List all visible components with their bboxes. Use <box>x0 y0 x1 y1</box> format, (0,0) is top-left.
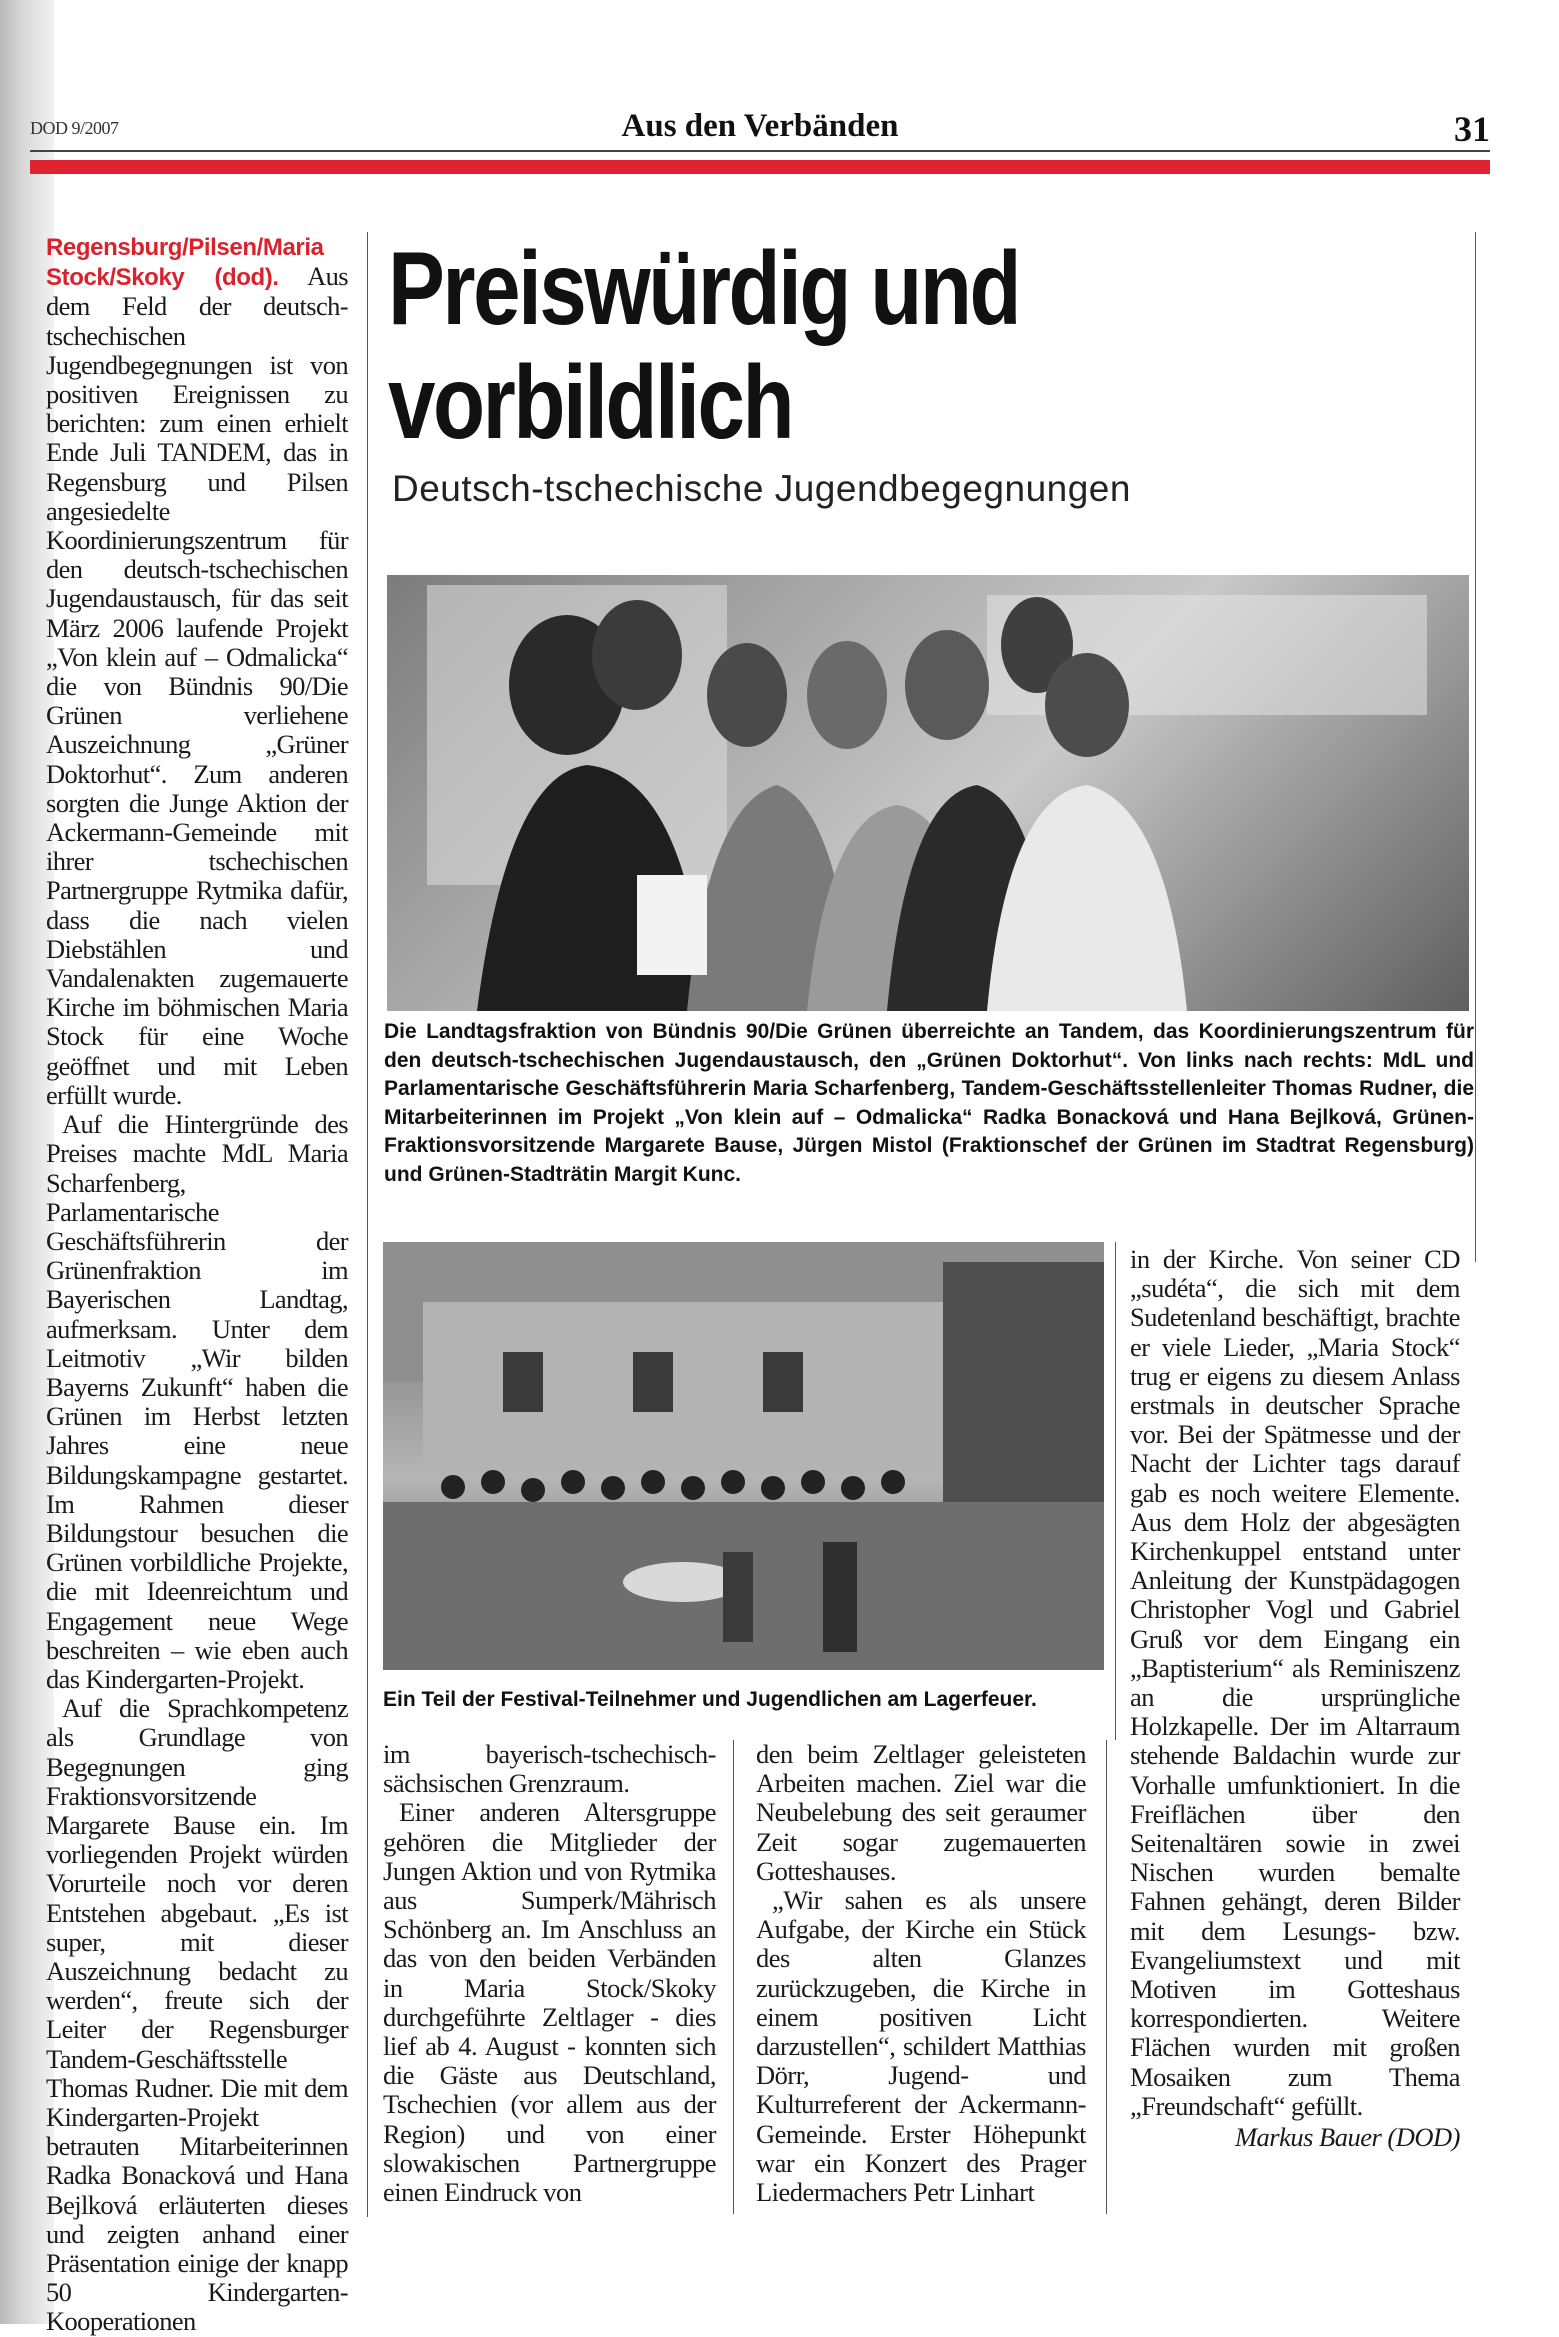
column-divider <box>1106 1740 1107 2214</box>
paragraph-text: Aus dem Feld der deutsch-tschechischen Jugendbegegnungen ist von positiven Ereignissen zu berichten: zum einen erhielt Ende Juli TANDEM, das in Regensburg und Pilsen angesiedelte Koordinierungszentrum für den deutsch-tschechischen Jugendaustausch, für das seit März 2006 laufende Projekt „Von klein auf – Odmalicka“ die von Bündnis 90/Die Grünen verliehene Auszeichnung „Grüner Doktorhut“. Zum anderen sorgten die Junge Aktion der Ackermann-Gemeinde mit ihrer tschechischen Partnergruppe Rytmika dafür, dass die nach vielen Diebstählen und Vandalenakten zugemauerte Kirche im böhmischen Maria Stock für eine Woche geöffnet und mit Leben erfüllt wurde. <box>46 261 348 1110</box>
photo-placeholder-shapes <box>387 575 1469 1011</box>
article-column-4 <box>1130 1245 1460 2152</box>
photo-caption: Ein Teil der Festival-Teilnehmer und Jugendlichen am Lagerfeuer. <box>383 1688 1037 1711</box>
headline-line-1: Preiswürdig und <box>388 231 1020 347</box>
article-paragraph: Auf die Sprachkompetenz als Grundlage von Begegnungen ging Fraktionsvorsitzende Margarete Bause ein. Im vorliegenden Projekt würden Vorurteile noch vor deren Entstehen abgebaut. „Es ist super, mit dieser Auszeichnung bedacht zu werden“, freute sich der Leiter der Regensburger Tandem-Geschäftsstelle Thomas Rudner. Die mit dem Kindergarten-Projekt betrauten Mitarbeiterinnen Radka Bonacková und Hana Bejlková erläuterten dieses und zeigten anhand einer Präsentation einige der knapp 50 Kindergarten-Kooperationen <box>46 1693 348 2337</box>
headline <box>388 232 1274 460</box>
header-rule <box>30 150 1490 152</box>
article-paragraph: in der Kirche. Von seiner CD „sudéta“, die sich mit dem Sudetenland beschäftigt, brachte er viele Lieder, „Maria Stock“ trug er eigens zu diesem Anlass erstmals in deutscher Sprache vor. Bei der Spätmesse und der Nacht der Lichter tags darauf gab es noch weitere Elemente. Aus dem Holz der abgesägten Kirchenkuppel entstand unter Anleitung der Kunstpädagogen Christopher Vogl und Gabriel Gruß vor dem Eingang ein „Baptisterium“ als Reminiszenz an die ursprüngliche Holzkapelle. Der im Altarraum stehende Baldachin wurde zur Vorhalle umfunktioniert. In die Freiflächen über den Seitenaltären sowie in zwei Nischen wurden bemalte Fahnen gehängt, deren Bilder mit dem Lesungs- bzw. Evangeliumstext und mit Motiven im Gotteshaus korrespondierten. Weitere Flächen wurden mit großen Mosaiken zum Thema „Freundschaft“ gefüllt. <box>1130 1244 1460 2121</box>
article-paragraph: Auf die Hintergründe des Preises machte MdL Maria Scharfenberg, Parlamentarische Geschäftsführerin der Grünenfraktion im Bayerischen Landtag, aufmerksam. Unter dem Leitmotiv „Wir bilden Bayerns Zukunft“ haben die Grünen im Herbst letzten Jahres eine neue Bildungskampagne gestartet. Im Rahmen dieser Bildungstour besuchen die Grünen vorbildliche Projekte, die mit Ideenreichtum und Engagement neue Wege beschreiten – wie eben auch das Kindergarten-Projekt. <box>46 1109 348 1694</box>
article-paragraph: Einer anderen Altersgruppe gehören die Mitglieder der Jungen Aktion und von Rytmika aus Sumperk/Mährisch Schönberg an. Im Anschluss an das von den beiden Verbänden in Maria Stock/Skoky durchgeführte Zeltlager - dies lief ab 4. August - konnten sich die Gäste aus Deutschland, Tschechien (vor allem aus der Region) und von einer slowakischen Partnergruppe einen Eindruck von <box>383 1797 716 2208</box>
article-paragraph <box>46 232 348 1110</box>
dateline: Regensburg/Pilsen/Maria Stock/Skoky (dod). <box>46 234 324 292</box>
article-column-3 <box>756 1740 1086 2207</box>
headline-line-2: vorbildlich <box>388 345 793 461</box>
issue-label: DOD 9/2007 <box>30 118 119 138</box>
page-number: 31 <box>1454 109 1490 149</box>
award-group-photo <box>387 575 1469 1011</box>
page-header <box>30 108 1490 148</box>
section-title: Aus den Verbänden <box>621 108 899 144</box>
column-divider <box>367 232 368 2217</box>
right-border <box>1475 232 1476 1262</box>
subheadline: Deutsch-tschechische Jugendbegegnungen <box>392 468 1131 509</box>
header-red-bar <box>30 160 1490 174</box>
article-paragraph: den beim Zeltlager geleisteten Arbeiten machen. Ziel war die Neubelebung des seit geraumer Zeit sogar zugemauerten Gotteshauses. <box>756 1739 1086 1886</box>
photo-placeholder-shapes <box>383 1242 1104 1670</box>
campfire-photo <box>383 1242 1104 1670</box>
article-column-2 <box>383 1740 716 2207</box>
column-divider <box>733 1740 734 2214</box>
article-paragraph: im bayerisch-tschechisch-sächsischen Grenzraum. <box>383 1739 716 1799</box>
article-column-1 <box>46 232 348 2337</box>
article-paragraph: „Wir sahen es als unsere Aufgabe, der Kirche ein Stück des alten Glanzes zurückzugeben, die Kirche in einem positiven Licht darzustellen“, schildert Matthias Dörr, Jugend- und Kulturreferent der Ackermann-Gemeinde. Erster Höhepunkt war ein Konzert des Prager Liedermachers Petr Linhart <box>756 1885 1086 2208</box>
photo-caption: Die Landtagsfraktion von Bündnis 90/Die Grünen überreichte an Tandem, das Koordinierungszentrum für den deutsch-tschechischen Jugendaustausch, den „Grünen Doktorhut“. Von links nach rechts: MdL und Parlamentarische Geschäftsführerin Maria Scharfenberg, Tandem-Geschäftsstellenleiter Thomas Rudner, die Mitarbeiterinnen im Projekt „Von klein auf – Odmalicka“ Radka Bonacková und Hana Bejlková, Grünen-Fraktionsvorsitzende Margarete Bause, Jürgen Mistol (Fraktionschef der Grünen im Stadtrat Regensburg) und Grünen-Stadträtin Margit Kunc. <box>384 1020 1474 1186</box>
column-divider <box>1115 1242 1116 1740</box>
byline: Markus Bauer (DOD) <box>1234 2122 1460 2153</box>
